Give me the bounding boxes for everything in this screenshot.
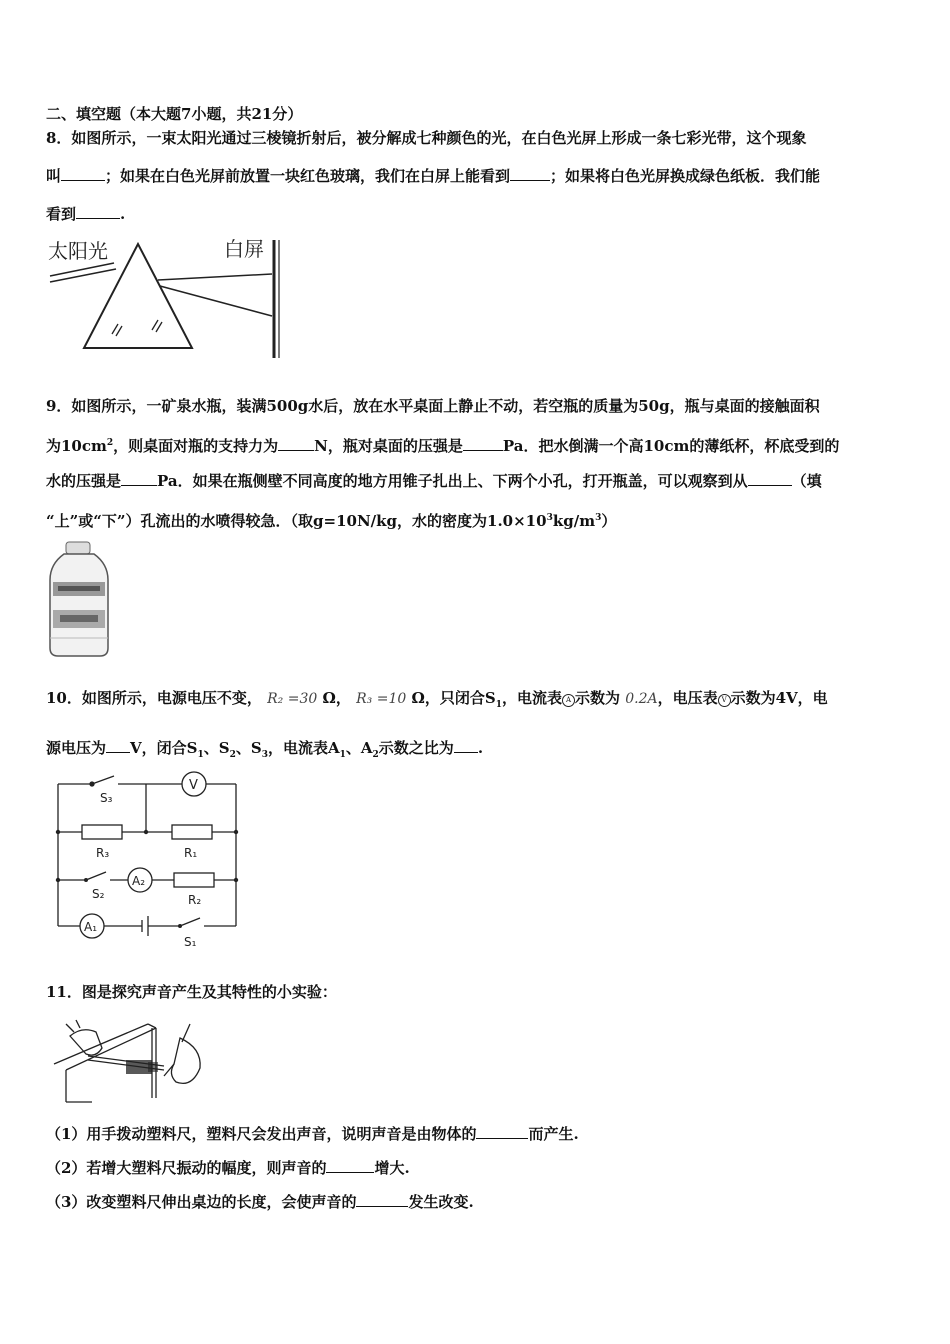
answer-blank: [454, 738, 478, 753]
answer-blank: [278, 436, 314, 451]
answer-blank: [476, 1124, 528, 1139]
q8-line-1: 8．如图所示，一束太阳光通过三棱镜折射后，被分解成七种颜色的光，在白色光屏上形成一条七彩光带，这个现象: [46, 129, 807, 147]
q11-title: 11．图是探究声音产生及其特性的小实验：: [46, 983, 337, 1001]
r3-expression: R₃ =10: [356, 691, 407, 707]
q9-line-3: 水的压强是 Pa．如果在瓶侧壁不同高度的地方用锥子扎出上、下两个小孔，打开瓶盖，可以观察到从 （填: [46, 472, 822, 490]
answer-blank: [326, 1158, 374, 1173]
s2-label: S₂: [92, 887, 105, 901]
prism-figure: [46, 236, 286, 360]
sun-label: 太阳光: [48, 239, 108, 263]
q9-line-4: “上”或“下”）孔流出的水喷得较急．（取g=10N/kg，水的密度为$1.0\times 10^3kg/m^3$）: [46, 512, 617, 530]
screen-label: 白屏: [224, 237, 264, 261]
r1-label: R₁: [184, 846, 198, 860]
q10-line-2: 源电压为 V，闭合$S_1$、$S_2$、$S_3$，电流表$A_1$、$A_2$示数之比为 .: [46, 739, 484, 760]
answer-blank: [463, 436, 503, 451]
q11-part-3: （3）改变塑料尺伸出桌边的长度，会使声音的 发生改变.: [46, 1193, 474, 1211]
answer-blank: [748, 471, 792, 486]
q9-line-2: 为$10cm^2$，则桌面对瓶的支持力为 N，瓶对桌面的压强是 Pa．把水倒满一个高10cm的薄纸杯，杯底受到的: [46, 437, 840, 455]
circuit-diagram: [50, 770, 250, 950]
q11-part-1: （1）用手拨动塑料尺，塑料尺会发出声音，说明声音是由物体的 而产生.: [46, 1125, 579, 1143]
current-expression: 0.2A: [625, 691, 658, 707]
q10-line-1: 10．如图所示，电源电压不变， R₂ =30 Ω， R₃ =10 Ω，只闭合$S_1$，电流表 A 示数为 0.2A，电压表 V 示数为4V，电: [46, 689, 828, 710]
a2-label: A₂: [132, 874, 146, 888]
voltmeter-label: V: [189, 778, 198, 793]
q8-line-3: 看到 .: [46, 205, 126, 223]
answer-blank: [76, 204, 120, 219]
q8-line-2: 叫 ；如果在白色光屏前放置一块红色玻璃，我们在白屏上能看到 ；如果将白色光屏换成绿色纸板．我们能: [46, 167, 821, 185]
r2-expression: R₂ =30: [267, 691, 318, 707]
q9-line-1: 9．如图所示，一矿泉水瓶，装满500g水后，放在水平桌面上静止不动，若空瓶的质量为50g，瓶与桌面的接触面积: [46, 397, 820, 415]
answer-blank: [510, 166, 550, 181]
ruler-figure: [52, 1018, 212, 1104]
q11-part-2: （2）若增大塑料尺振动的幅度，则声音的 增大.: [46, 1159, 410, 1177]
answer-blank: [61, 166, 105, 181]
answer-blank: [106, 738, 130, 753]
r3-label: R₃: [96, 846, 110, 860]
a1-label: A₁: [84, 920, 98, 934]
r2-label: R₂: [188, 893, 202, 907]
answer-blank: [121, 471, 157, 486]
voltmeter-symbol: V: [718, 694, 731, 707]
answer-blank: [356, 1192, 408, 1207]
s3-label: S₃: [100, 791, 113, 805]
ammeter-symbol: A: [562, 694, 575, 707]
s1-label: S₁: [184, 935, 197, 949]
section-title: 二、填空题（本大题7小题，共21分）: [46, 105, 303, 123]
bottle-figure: [44, 540, 114, 658]
